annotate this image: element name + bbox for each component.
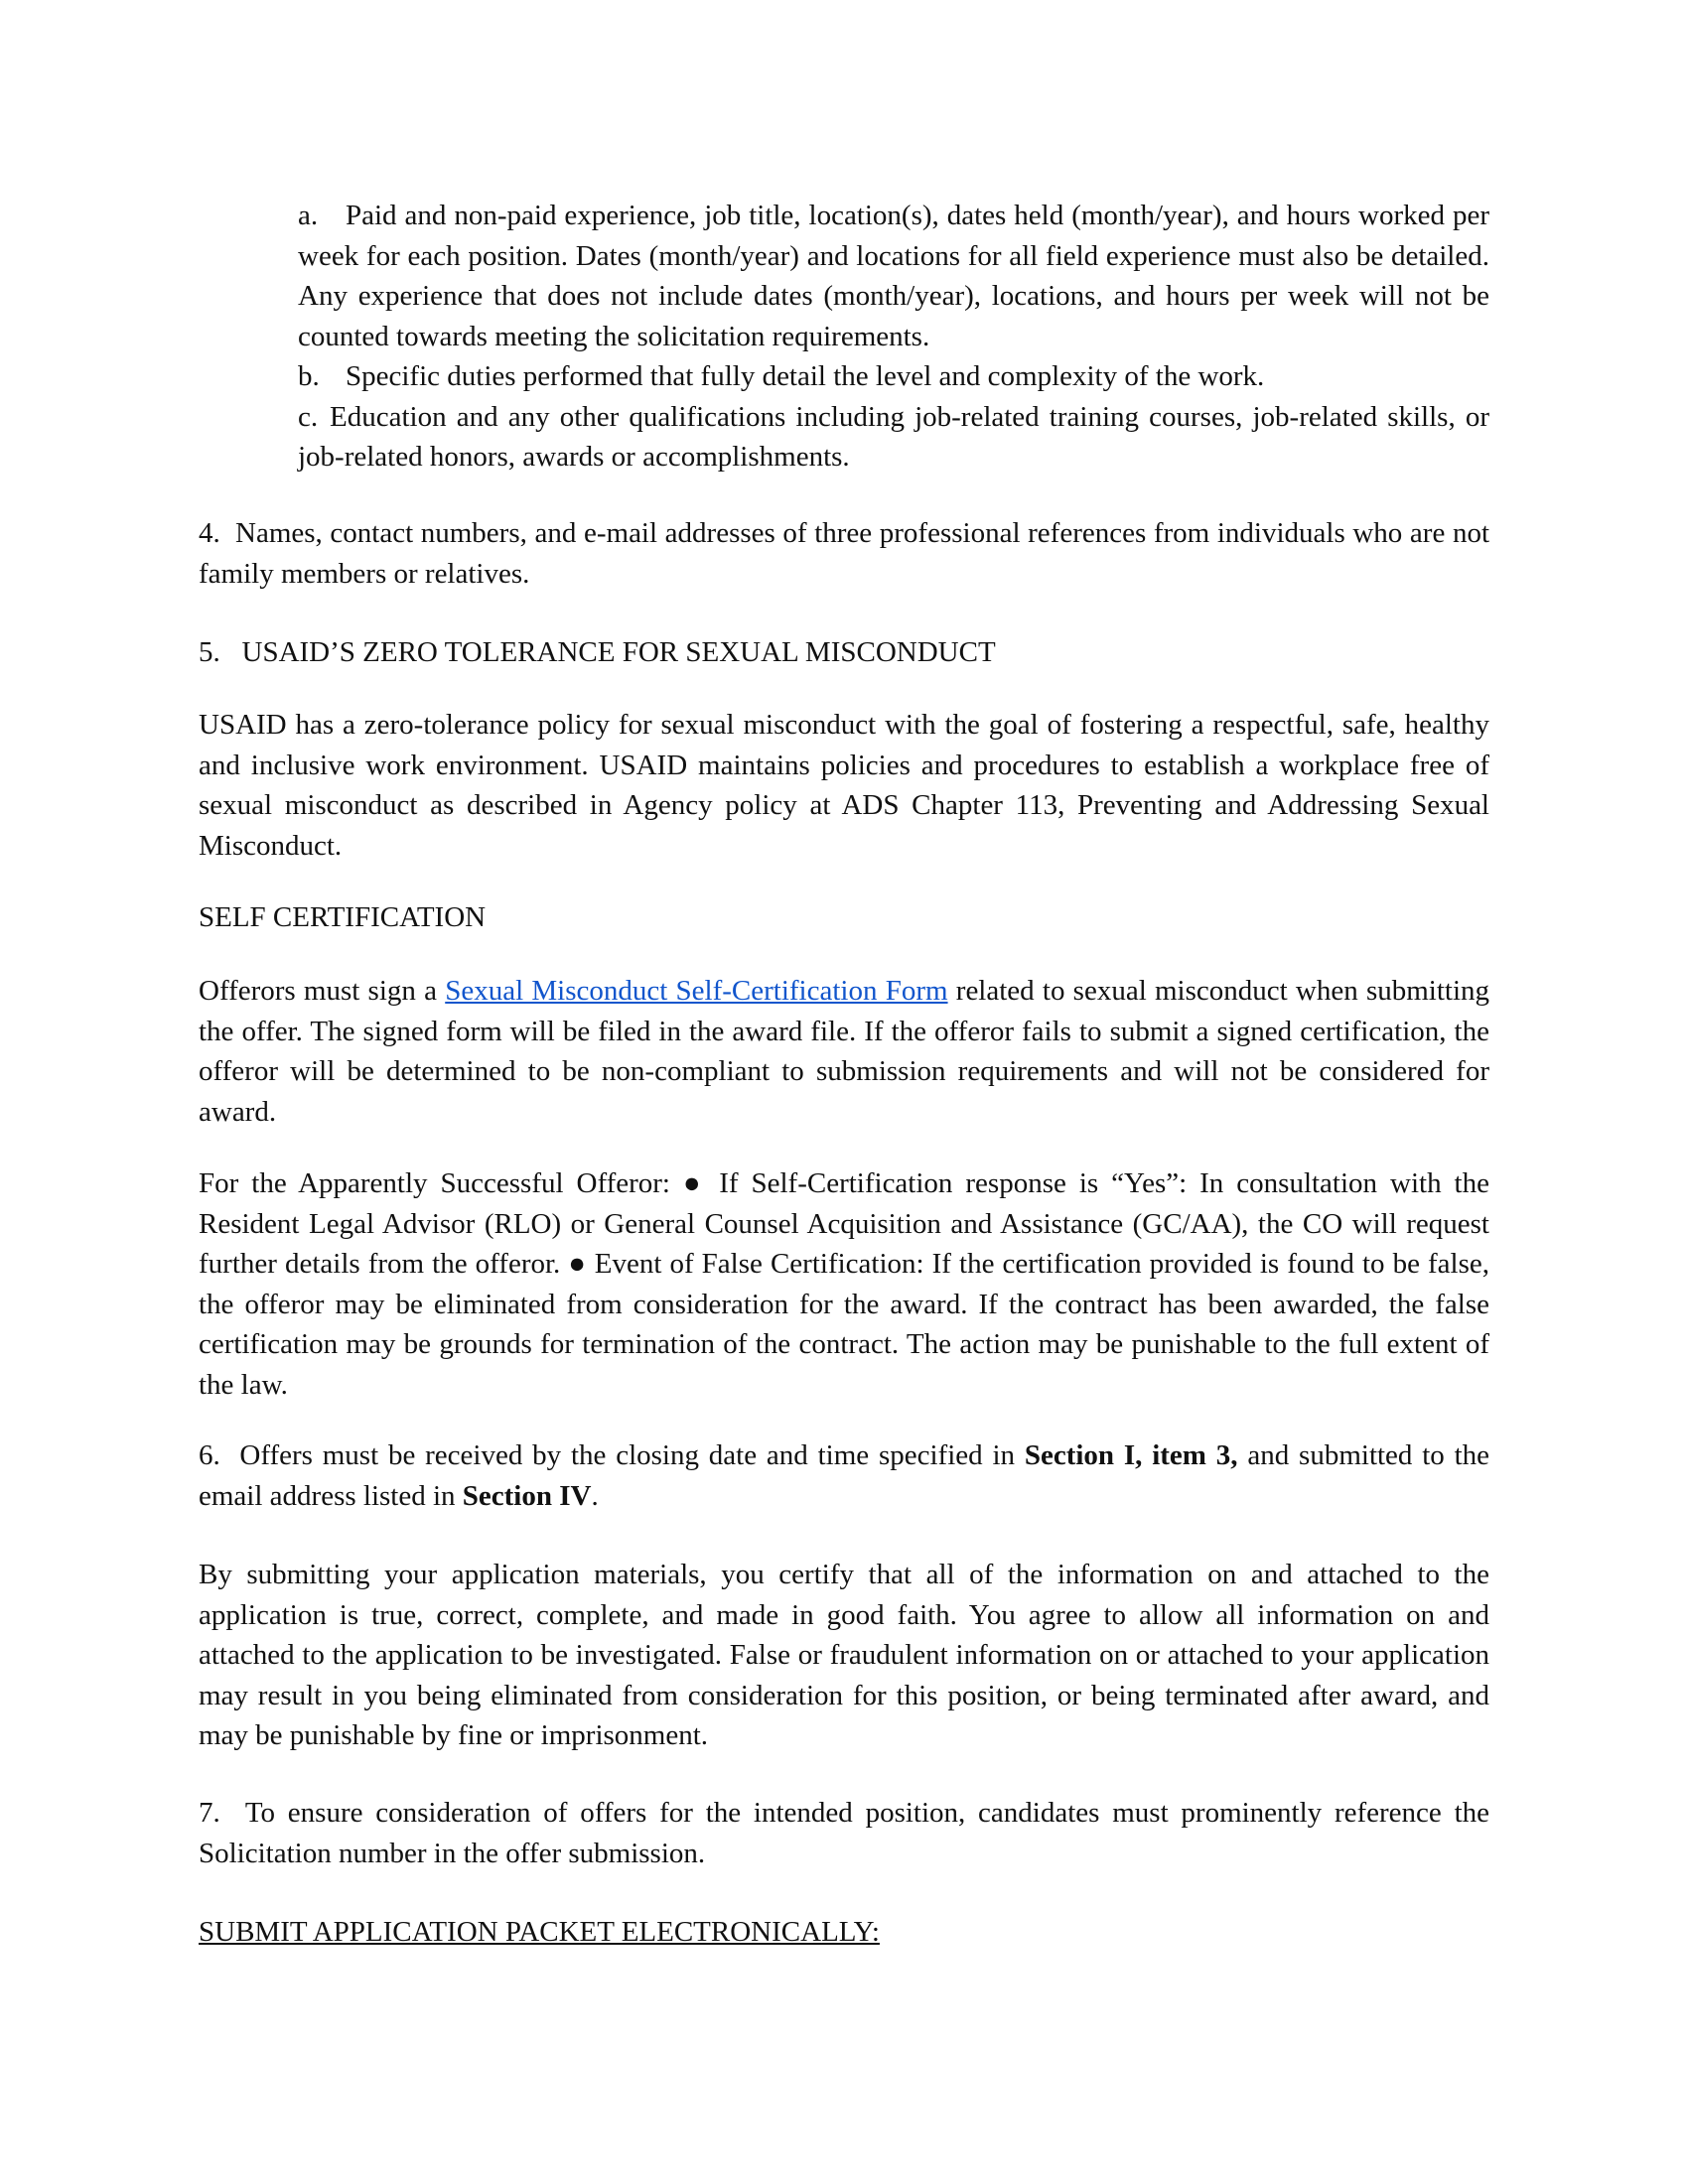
paragraph-text: Offerors must sign a [199, 975, 437, 1007]
item-5-heading [199, 632, 1489, 673]
item-6-offers [199, 1435, 1489, 1516]
list-item-label: a. [298, 200, 319, 231]
successful-offeror-paragraph: For the Apparently Successful Offeror: ● If Self-Certification response is “Yes”: In consultation with the Resident Legal Advisor (RLO) or General Counsel Acquisition and Assistance (GC/AA), the CO will request further details from the offeror. ● Event of False Certification: If the certification provided is found to be false, the offeror may be eliminated from consideration for the award. If the contract has been awarded, the false certification may be grounds for termination of the contract. The action may be punishable to the full extent of the law. [199, 1167, 1489, 1401]
item-number: 4. [199, 517, 220, 549]
list-item-b [298, 356, 1489, 397]
item-number: 7. [199, 1797, 220, 1829]
list-item-text: Education and any other qualifications including job-related training courses, job-related skills, or job-related honors, awards or accomplishments. [298, 400, 1489, 473]
list-item-text: Specific duties performed that fully detail the level and complexity of the work. [346, 360, 1265, 392]
item-text: Names, contact numbers, and e-mail addresses of three professional references from individuals who are not family members or relatives. [199, 517, 1490, 590]
item-text: and submitted to the email address listed in [199, 1439, 1490, 1512]
submit-heading: SUBMIT APPLICATION PACKET ELECTRONICALLY: [199, 1916, 880, 1948]
item-4-references [199, 513, 1489, 594]
self-certification-heading: SELF CERTIFICATION [199, 901, 487, 933]
list-item-label: c. [298, 400, 319, 433]
self-certification-paragraph [199, 971, 1489, 1132]
item-text: Offers must be received by the closing date and time specified in [239, 1439, 1016, 1471]
policy-paragraph: USAID has a zero-tolerance policy for sexual misconduct with the goal of fostering a respectful, safe, healthy and inclusive work environment. USAID maintains policies and procedures to establish a workplace free of sexual misconduct as described in Agency policy at ADS Chapter 113, Preventing and Addressing Sexual Misconduct. [199, 709, 1489, 862]
list-item-c [298, 397, 1489, 478]
section-reference: Section IV [462, 1479, 592, 1512]
item-text: To ensure consideration of offers for the intended position, candidates must prominently reference the Solicitation number in the offer submission. [199, 1797, 1489, 1869]
paragraph-text: related to sexual misconduct when submitting the offer. The signed form will be filed in the award file. If the offeror fails to submit a signed certification, the offeror will be determined to be non-compliant to submission requirements and will not be considered for award. [199, 975, 1490, 1128]
item-7-solicitation [199, 1793, 1489, 1873]
self-certification-form-link[interactable]: Sexual Misconduct Self-Certification Form [445, 975, 948, 1007]
item-number: 6. [199, 1439, 220, 1471]
list-item-label: b. [298, 360, 320, 392]
certification-paragraph: By submitting your application materials, you certify that all of the information on and attached to the application is true, correct, complete, and made in good faith. You agree to allow all information on and attached to the application to be investigated. False or fraudulent information on or attached to your application may result in you being eliminated from consideration for this position, or being terminated after award, and may be punishable by fine or imprisonment. [199, 1559, 1489, 1751]
section-reference: Section I, item 3, [1024, 1439, 1238, 1471]
experience-list [298, 196, 1489, 478]
item-text: . [591, 1479, 599, 1512]
item-number: 5. [199, 636, 220, 668]
list-item-text: Paid and non-paid experience, job title, location(s), dates held (month/year), and hours worked per week for each position. Dates (month/year) and locations for all field experience must also be detailed. Any experience that does not include dates (month/year), locations, and hours per week will not be counted towards meeting the solicitation requirements. [298, 200, 1489, 352]
section-heading: USAID’S ZERO TOLERANCE FOR SEXUAL MISCONDUCT [241, 636, 996, 668]
list-item-a [298, 196, 1489, 356]
